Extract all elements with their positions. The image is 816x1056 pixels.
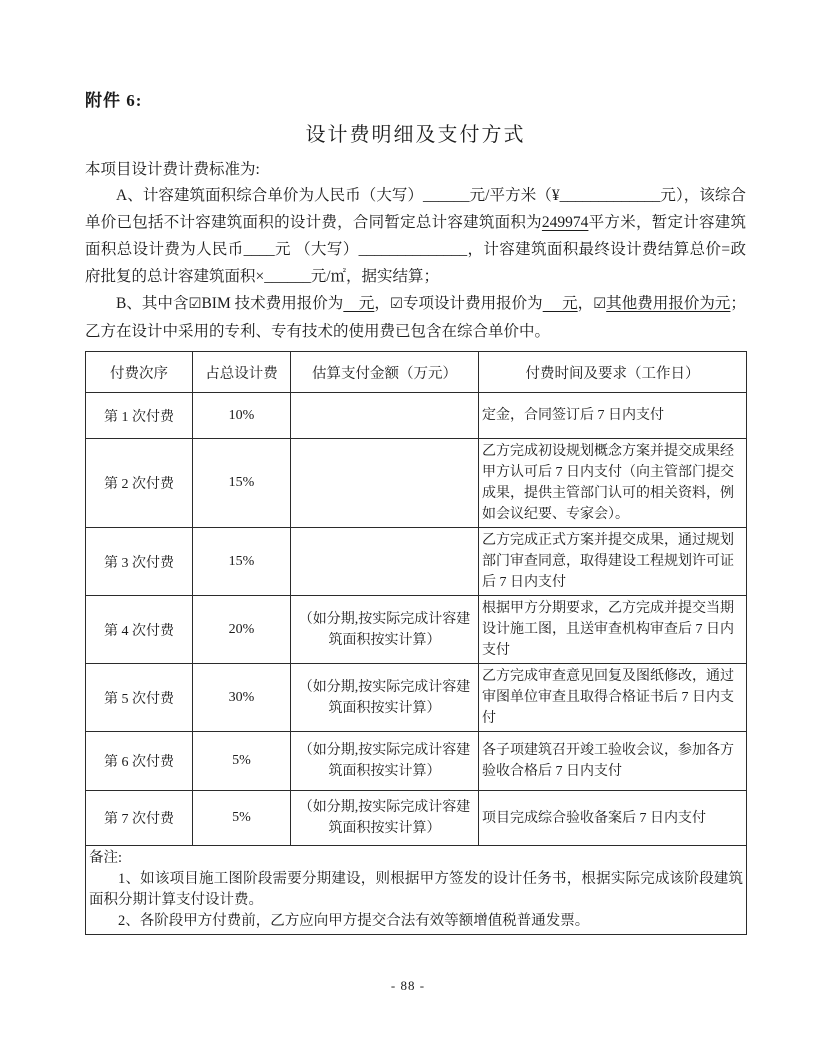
text-segment: 元），该综合单价已包括不计容建筑面积的设计费，合同暂定总计容建筑面积为	[85, 187, 746, 231]
requirement-cell: 乙方完成初设规划概念方案并提交成果经甲方认可后 7 日内支付（向主管部门提交成果，提供主管部门认可的相关资料，例如会议纪要、专家会）。	[479, 439, 747, 528]
amount-cell: （如分期,按实际完成计容建筑面积按实计算）	[291, 596, 479, 664]
payment-sequence-cell: 第 4 次付费	[86, 596, 193, 664]
percentage-cell: 20%	[193, 596, 291, 664]
text-segment: A、计容建筑面积综合单价为人民币（大写）	[116, 187, 424, 204]
percentage-cell: 30%	[193, 664, 291, 732]
table-row	[86, 596, 747, 664]
note-item: 1、如该项目施工图阶段需要分期建设，则根据甲方签发的设计任务书，根据实际完成该阶段建筑面积分期计算支付设计费。	[89, 871, 743, 908]
checkbox-checked-icon: ☑	[593, 296, 607, 312]
text-segment: 元/㎡，据实结算；	[310, 268, 440, 285]
table-row	[86, 732, 747, 791]
amount-cell	[291, 439, 479, 528]
table-row	[86, 439, 747, 528]
intro-line: 本项目设计费计费标准为:	[85, 161, 260, 178]
payment-sequence-cell: 第 7 次付费	[86, 791, 193, 846]
payment-sequence-cell: 第 6 次付费	[86, 732, 193, 791]
amount-cell: （如分期,按实际完成计容建筑面积按实计算）	[291, 664, 479, 732]
notes-row	[86, 846, 747, 935]
percentage-cell: 15%	[193, 528, 291, 596]
blank-field: ______________	[358, 241, 468, 258]
requirement-cell: 乙方完成审查意见回复及图纸修改，通过审图单位审查且取得合格证书后 7 日内支付	[479, 664, 747, 732]
header-estimated-amount: 估算支付金额（万元）	[291, 352, 479, 393]
text-segment: B、其中含	[116, 295, 189, 312]
percentage-cell: 5%	[193, 791, 291, 846]
header-payment-time: 付费时间及要求（工作日）	[479, 352, 747, 393]
underlined-value: 其他费用报价为元	[606, 295, 731, 312]
requirement-cell: 各子项建筑召开竣工验收会议，参加各方验收合格后 7 日内支付	[479, 732, 747, 791]
notes-title: 备注:	[89, 850, 123, 866]
underlined-blank-value: 元	[343, 295, 375, 312]
amount-cell: （如分期,按实际完成计容建筑面积按实计算）	[291, 791, 479, 846]
underlined-blank-value: 元	[542, 295, 578, 312]
payment-sequence-cell: 第 3 次付费	[86, 528, 193, 596]
text-segment: 元/平方米（¥	[469, 187, 560, 204]
text-segment: BIM 技术费用报价为	[201, 295, 344, 312]
requirement-cell: 定金，合同签订后 7 日内支付	[479, 393, 747, 439]
text-segment: 平方米，暂定计容建筑面积总设计费为人民币	[85, 214, 746, 258]
requirement-cell: 根据甲方分期要求，乙方完成并提交当期设计施工图，且送审查机构审查后 7 日内支付	[479, 596, 747, 664]
document-title: 设计费明细及支付方式	[305, 124, 526, 146]
blank-field: _____________	[559, 187, 661, 204]
percentage-cell: 10%	[193, 393, 291, 439]
text-segment: ，计容建筑面积最终设计费结算总价=政府批复的总计容建筑面积×	[85, 241, 746, 285]
note-item: 2、各阶段甲方付费前，乙方应向甲方提交合法有效等额增值税普通发票。	[118, 913, 590, 929]
text-segment: ，	[374, 295, 390, 312]
text-segment: 专项设计费用报价为	[402, 295, 543, 312]
table-row	[86, 791, 747, 846]
header-percentage: 占总设计费	[193, 352, 291, 393]
percentage-cell: 15%	[193, 439, 291, 528]
table-row	[86, 664, 747, 732]
checkbox-checked-icon: ☑	[188, 296, 202, 312]
amount-cell: （如分期,按实际完成计容建筑面积按实计算）	[291, 732, 479, 791]
notes-cell	[86, 846, 747, 935]
floor-area-value: 249974	[541, 214, 589, 231]
requirement-cell: 乙方完成正式方案并提交成果，通过规划部门审查同意，取得建设工程规划许可证后 7 日内支付	[479, 528, 747, 596]
payment-sequence-cell: 第 1 次付费	[86, 393, 193, 439]
payment-schedule-table	[85, 351, 747, 935]
text-segment: 元 （大写）	[274, 241, 359, 258]
page-number: - 88 -	[390, 978, 426, 993]
table-row	[86, 528, 747, 596]
text-segment: ；乙方在设计中采用的专利、专有技术的使用费已包含在综合单价中。	[85, 295, 746, 340]
table-row	[86, 393, 747, 439]
blank-field: ______	[264, 268, 311, 285]
amount-cell	[291, 528, 479, 596]
document-content	[85, 86, 746, 935]
amount-cell	[291, 393, 479, 439]
payment-sequence-cell: 第 5 次付费	[86, 664, 193, 732]
text-segment: ，	[577, 295, 594, 312]
checkbox-checked-icon: ☑	[389, 296, 403, 312]
payment-sequence-cell: 第 2 次付费	[86, 439, 193, 528]
header-payment-sequence: 付费次序	[86, 352, 193, 393]
clause-a-paragraph	[85, 182, 746, 290]
attachment-label: 附件 6:	[85, 91, 143, 110]
blank-field: ______	[423, 187, 470, 204]
percentage-cell: 5%	[193, 732, 291, 791]
clause-b-paragraph	[85, 290, 746, 345]
table-header-row	[86, 352, 747, 393]
blank-field: ____	[243, 241, 275, 258]
requirement-cell: 项目完成综合验收备案后 7 日内支付	[479, 791, 747, 846]
